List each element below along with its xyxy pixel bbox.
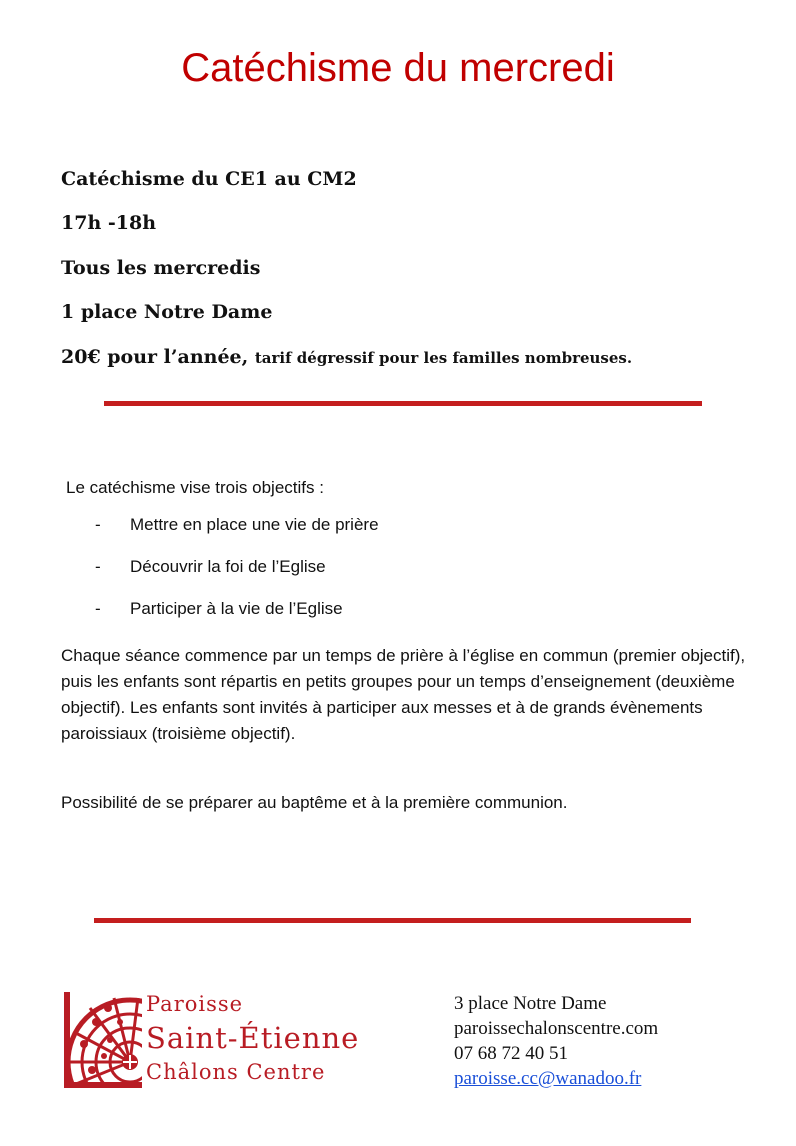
sacraments-paragraph: Possibilité de se préparer au baptême et à la première communion.: [61, 793, 568, 812]
objectives-intro: Le catéchisme vise trois objectifs :: [66, 478, 324, 497]
contact-phone: 07 68 72 40 51: [454, 1043, 568, 1064]
contact-address: 3 place Notre Dame: [454, 993, 607, 1014]
info-day: Tous les mercredis: [61, 257, 261, 279]
info-price-line: [61, 345, 632, 370]
contact-website: paroissechalonscentre.com: [454, 1018, 659, 1039]
logo-line-1: Paroisse: [146, 992, 244, 1016]
list-dash: -: [95, 557, 101, 576]
objective-text: Découvrir la foi de l’Eglise: [130, 557, 326, 576]
info-level: Catéchisme du CE1 au CM2: [61, 168, 357, 190]
list-dash: -: [95, 599, 101, 618]
parish-logo: [64, 990, 424, 1090]
page-title: Catéchisme du mercredi: [181, 46, 615, 90]
bottom-divider: [94, 918, 691, 923]
info-price-note: tarif dégressif pour les familles nombreuses.: [254, 349, 633, 367]
logo-line-3: Châlons Centre: [146, 1060, 326, 1084]
contact-block: [454, 991, 658, 1091]
logo-line-2: Saint-Étienne: [146, 1021, 360, 1055]
info-time: 17h -18h: [61, 212, 157, 234]
rose-window-icon: [64, 992, 142, 1088]
contact-email-link[interactable]: paroisse.cc@wanadoo.fr: [454, 1068, 642, 1089]
objective-text: Participer à la vie de l’Eglise: [130, 599, 343, 618]
list-dash: -: [95, 515, 101, 534]
info-place: 1 place Notre Dame: [61, 301, 273, 323]
info-price: 20€ pour l’année,: [61, 346, 249, 368]
session-paragraph: Chaque séance commence par un temps de prière à l’église en commun (premier objectif), puis les enfants sont répartis en petits groupes pour un temps d’enseignement (deuxième objectif). Les enfants sont invités à participer aux messes et à de grands évènements paroissiaux (troisième objectif).: [61, 646, 746, 743]
objective-text: Mettre en place une vie de prière: [130, 515, 379, 534]
top-divider: [104, 401, 702, 406]
